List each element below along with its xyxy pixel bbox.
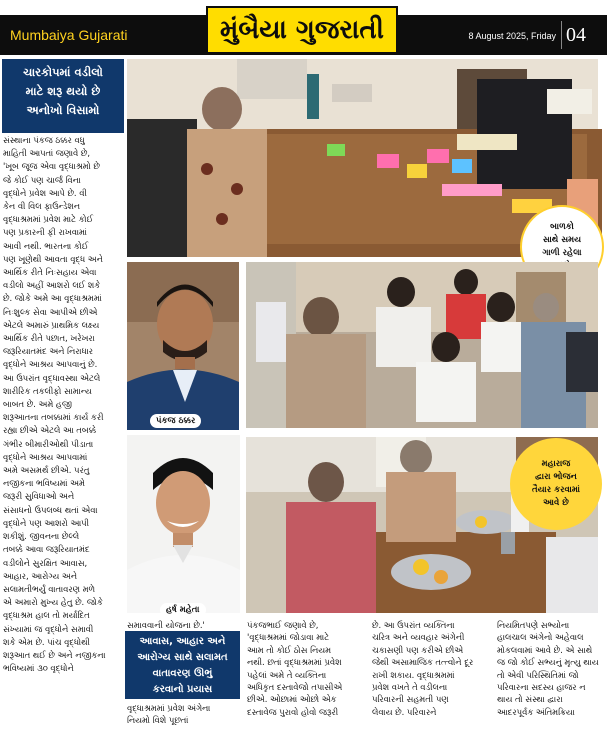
text-line: 'વૃદ્ધાશ્રમમાં જોડાવા માટે (247, 632, 330, 643)
text-line: નજીકના ભવિષ્યમાં અમે (3, 478, 85, 489)
text-line: શારીરિક તકલીફો સામાન્ય (3, 385, 92, 396)
text-line: વૃદ્ધોને પણ આશરો આપી (3, 517, 89, 528)
caption-line: મહારાજ (541, 459, 571, 469)
text-line: જરૂરિયાતમંદ અને નિરાધાર (3, 346, 93, 357)
caption-line: તૈયાર કરવામાં (532, 485, 580, 495)
harsh-mehta-portrait (127, 435, 240, 613)
text-line: રહ્યા છીએ એટલે આ તબક્કે (3, 425, 96, 436)
text-line: પંકજભાઈ જણાવે છે, (247, 620, 319, 630)
text-line: વડીલો અહીં આશરો લઈ શકે (3, 280, 101, 291)
text-line: આર્થિક રીતે નિઃસહાય એવા (3, 267, 97, 278)
subheadline-line: આવાસ, આહાર અને (139, 636, 226, 647)
text-line: ચકાસણી પણ કરીએ છીએ (372, 644, 464, 655)
text-line: લેવાય છે. પરિવારને (372, 706, 437, 717)
text-line: એટલે અમારું પ્રાથમિક લક્ષ્ય (3, 319, 100, 330)
text-line: પરિવારની સહમતી પણ (372, 694, 449, 705)
text-line: વૃદ્ધાશ્રમ હાલ તો મર્યાદિત (3, 610, 90, 621)
subheadline-line: આરોગ્ય સાથે સલામત (137, 652, 228, 663)
caption-line: દ્વારા ભોજન (535, 472, 577, 482)
elders-with-children-photo (246, 262, 598, 428)
text-line: નિઃશુલ્ક સેવા આપીએ છીએ (3, 306, 98, 317)
text-line: પણ ખૂણેથી આવતા વૃદ્ધ અને (3, 253, 103, 264)
text-line: નિયમિતપણે સભ્યોના (497, 620, 570, 630)
text-line: અધિકૃત દસ્તાવેજો તપાસીએ (247, 682, 343, 693)
text-line: હાલચાલ અંગેનો અહેવાલ (497, 632, 584, 643)
text-line: ભવિષ્યમાં ૩૦ વૃદ્ધોને (3, 663, 74, 674)
masthead-divider (561, 21, 562, 49)
article-column-5 (497, 619, 605, 745)
pankaj-thakkar-portrait (127, 262, 239, 430)
text-line: સલામતીભર્યું વાતાવરણ મળે (3, 583, 96, 594)
headline-line: અનોખો વિસામો (26, 103, 100, 117)
text-line: વૃદ્ધોને આશ્રય આપવામાં (3, 451, 88, 462)
article-headline (2, 59, 124, 133)
article-column-2-bottom (127, 702, 240, 744)
text-line: વડીલોને સુરક્ષિત આવાસ, (3, 557, 88, 568)
text-line: આવી નથી. ભારતના કોઈ (3, 240, 89, 251)
caption-meal-circle (510, 438, 602, 530)
text-line: સંખ્યામાં જ વૃદ્ધોને સમાવી (3, 623, 94, 634)
text-line: વૃદ્ધાશ્રમમાં પ્રવેશ અંગેના (127, 703, 211, 713)
caption-line: સાથે સમય (542, 235, 582, 245)
text-line: પણ પ્રકારની ફી રાખવામાં (3, 227, 87, 238)
text-line: ચરિત્ર અને વ્યવહાર અંગેની (372, 632, 465, 643)
text-line: તબક્કે આવા જરૂરિયાતમંદ (3, 544, 90, 555)
text-line: વૃદ્ધોને પ્રવેશ આપે છે. વી (3, 187, 87, 198)
text-line: બાબત છે. અમે હજી (3, 399, 72, 410)
text-line: કેન વી વિલ ફાઉન્ડેશન (3, 201, 81, 212)
headline-line: ચારકોપમાં વડીલો (23, 65, 103, 79)
text-line: શકે એમ છે. પાંચ વૃદ્ધોથી (3, 636, 90, 647)
text-line: નથી. છતાં વૃદ્ધાશ્રમમાં પ્રવેશ (247, 657, 342, 668)
text-line: જે કોઈ પણ ચાર્જ વિના (3, 174, 81, 185)
caption-line: આવે છે (543, 498, 569, 508)
caption-line: બાળકો (550, 222, 574, 232)
text-line: આદરપૂર્વક અંતિમક્રિયા (497, 706, 575, 717)
article-column-3 (247, 619, 363, 745)
masthead (0, 0, 607, 58)
subheadline-line: કરવાનો પ્રયાસ (152, 684, 213, 695)
text-line: પરિવારના સદસ્ય હાજર ન (497, 682, 586, 693)
newspaper-logo (206, 6, 398, 54)
logo-text: મુંબૈયા ગુજરાતી (219, 14, 384, 45)
text-line: ગંભીર બીમારીઓથી પીડાતા (3, 438, 94, 449)
text-line: દસ્તાવેજ પુરાવો હોવો જરૂરી (247, 706, 339, 717)
subheadline-line: વાતાવરણ ઊભું (152, 668, 213, 679)
text-line: તો એવી પરિસ્થિતિમાં જો (497, 669, 579, 680)
text-line: નિયમો વિશે પૂછતાં (127, 715, 189, 726)
text-line: રાખી શકાય. વૃદ્ધાશ્રમમાં (372, 669, 455, 680)
issue-date: 8 August 2025, Friday (468, 31, 556, 41)
article-column-left (3, 134, 124, 674)
article-column-4 (372, 619, 488, 745)
caption-pankaj: પંકજ ઠક્કર (150, 414, 201, 428)
brand-name-english: Mumbaiya Gujarati (10, 27, 128, 43)
text-line: આમ તો કોઈ ઠોસ નિયમ (247, 644, 331, 655)
text-line: સમાવવાની યોજના છે.' (127, 620, 205, 630)
page-number: 04 (566, 24, 586, 46)
text-line: જ જો કોઈ સભ્યનું મૃત્યુ થાય (497, 657, 599, 668)
text-line: થાય તો સંસ્થા દ્વારા (497, 694, 563, 705)
text-line: આહાર, આરોગ્ય અને (3, 570, 77, 581)
subheadline-box (125, 631, 240, 699)
text-line: જરૂરી સુવિધાઓ અને (3, 491, 75, 502)
text-line: છે. જોકે અમે આ વૃદ્ધાશ્રમમાં (3, 293, 102, 304)
text-line: આ ઉપરાંત વૃદ્ધાવસ્થા એટલે (3, 372, 101, 383)
text-line: જેથી અસામાજિક તત્ત્વોને દૂર (372, 657, 474, 668)
text-line: માહિતી આપતાં જણાવે છે, (3, 148, 91, 159)
text-line: અમે અસમર્થ છીએ. પરંતુ (3, 465, 90, 476)
headline-line: માટે શરૂ થયો છે (25, 84, 101, 98)
text-line: છીએ. ઓછામાં ઓછો એક (247, 694, 337, 705)
text-line: પહેલાં અમે તે વ્યક્તિના (247, 669, 327, 680)
text-line: 'ખૂબ જૂજ એવા વૃદ્ધાશ્રમો છે (3, 161, 100, 172)
text-line: સંસાધનો ઉપલબ્ધ થતાં એવા (3, 504, 98, 515)
caption-harsh: હર્ષ મહેતા (160, 603, 206, 617)
text-line: છે. આ ઉપરાંત વ્યક્તિના (372, 620, 455, 630)
text-line: વૃદ્ધોને આશ્રય આપવાનું છે. (3, 359, 98, 370)
text-line: સંસ્થાના પંકજ ઠક્કર વધુ (3, 135, 85, 145)
caption-line: ગાળી રહેલા (542, 248, 582, 258)
text-line: પ્રવેશ વખતે તે વડીલના (372, 682, 448, 693)
text-line: શરૂઆતના તબક્કામાં કાર્ય કરી (3, 412, 104, 423)
text-line: શકીશું. જીવનના છેલ્લે (3, 531, 80, 542)
text-line: શરૂઆત થઈ છે અને નજીકના (3, 649, 106, 660)
text-line: આર્થિક રીતે પછાત, ખરેખરા (3, 333, 95, 344)
text-line: એ અમારો મુખ્ય હેતુ છે. જોકે (3, 597, 103, 608)
text-line: મોકલવામાં આવે છે. એ સાથે (497, 644, 593, 655)
text-line: વૃદ્ધાશ્રમમાં પ્રવેશ માટે કોઈ (3, 214, 94, 225)
